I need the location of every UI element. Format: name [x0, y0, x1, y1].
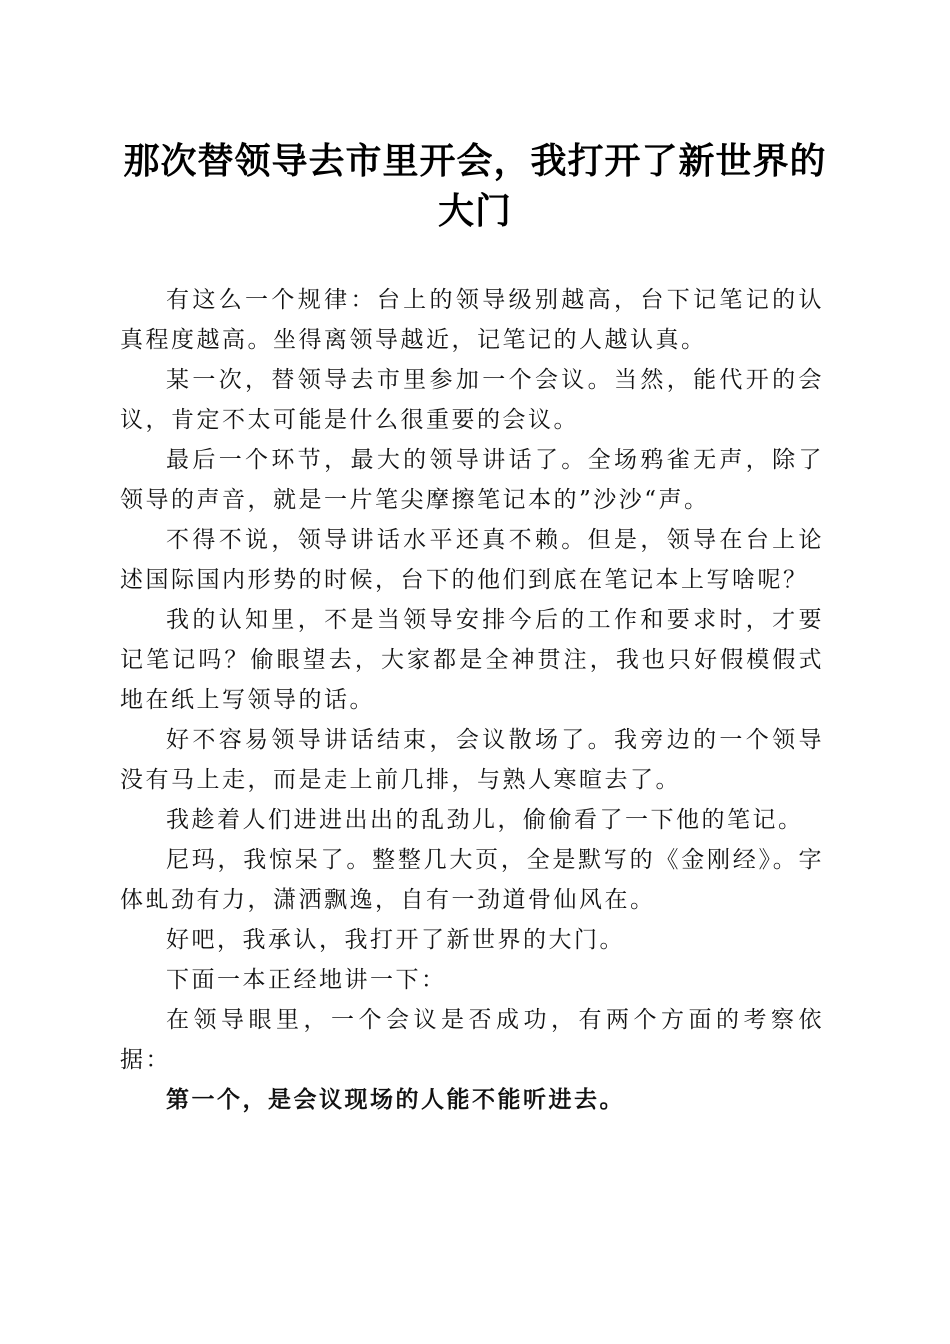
paragraph: 下面一本正经地讲一下：	[166, 967, 447, 993]
paragraph: 在领导眼里，一个会议是否成功，有两个方面的考察依据：	[120, 1007, 824, 1073]
paragraph: 某一次，替领导去市里参加一个会议。当然，能代开的会议，肯定不太可能是什么很重要的会议。	[120, 367, 824, 433]
paragraph: 我的认知里，不是当领导安排今后的工作和要求时，才要记笔记吗？偷眼望去，大家都是全神贯注，我也只好假模假式地在纸上写领导的话。	[120, 607, 824, 713]
paragraph: 尼玛，我惊呆了。整整几大页，全是默写的《金刚经》。字体虬劲有力，潇洒飘逸，自有一劲道骨仙风在。	[120, 847, 824, 913]
paragraph: 不得不说，领导讲话水平还真不赖。但是，领导在台上论述国际国内形势的时候，台下的他们到底在笔记本上写啥呢？	[120, 527, 824, 593]
paragraph: 好不容易领导讲话结束，会议散场了。我旁边的一个领导没有马上走，而是走上前几排，与熟人寒暄去了。	[120, 727, 824, 793]
paragraph: 我趁着人们进进出出的乱劲儿，偷偷看了一下他的笔记。	[166, 807, 804, 833]
paragraph-emphasis: 第一个，是会议现场的人能不能听进去。	[166, 1086, 625, 1113]
document-body	[120, 280, 824, 1120]
paragraph: 有这么一个规律：台上的领导级别越高，台下记笔记的认真程度越高。坐得离领导越近，记笔记的人越认真。	[120, 287, 824, 353]
paragraph: 好吧，我承认，我打开了新世界的大门。	[166, 927, 625, 953]
paragraph: 最后一个环节，最大的领导讲话了。全场鸦雀无声，除了领导的声音，就是一片笔尖摩擦笔记本的”沙沙“声。	[120, 447, 824, 513]
document-title: 那次替领导去市里开会，我打开了新世界的大门	[123, 140, 827, 232]
